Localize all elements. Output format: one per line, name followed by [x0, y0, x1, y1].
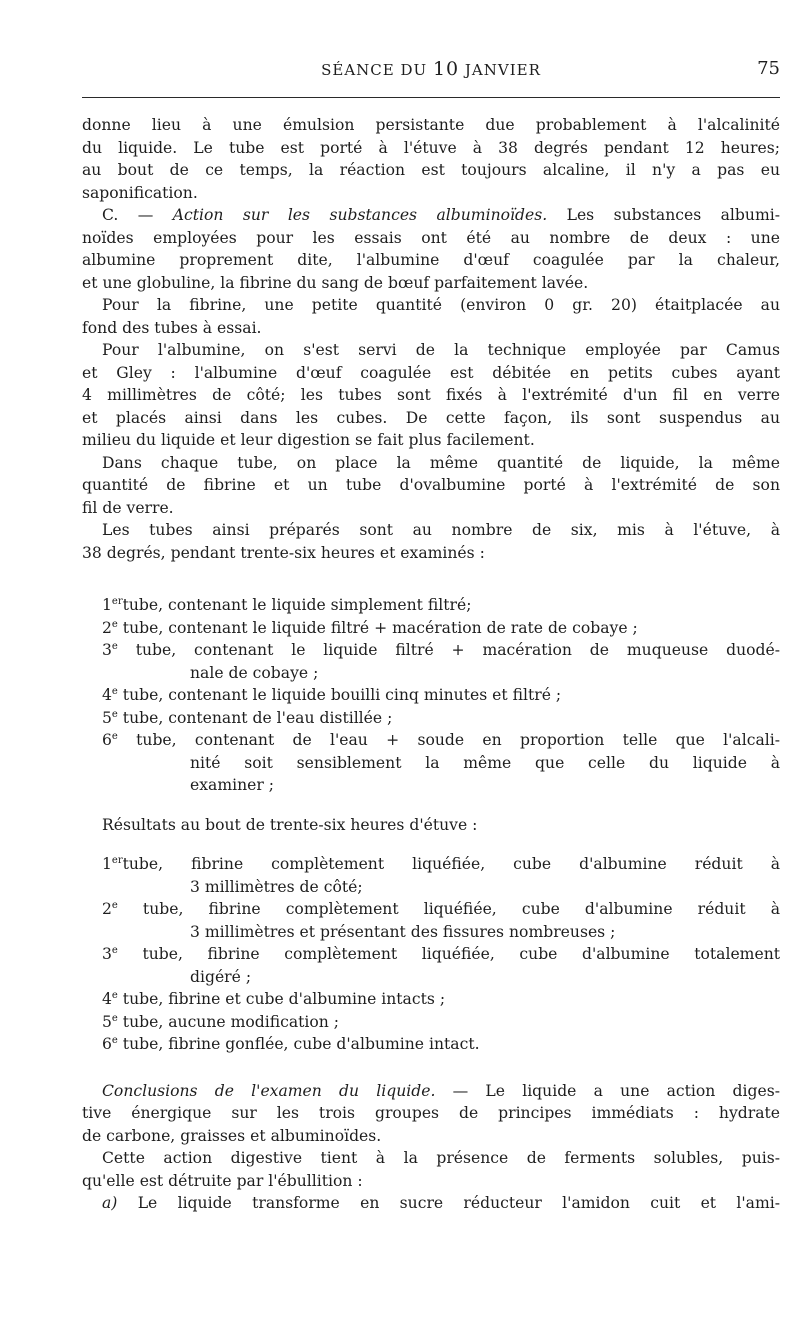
list-item: 5e tube, contenant de l'eau distillée ; [102, 708, 393, 727]
body-text [82, 114, 780, 1215]
text-line: Dans chaque tube, on place la même quantité de liquide, la même [102, 453, 780, 472]
text-line: a) Le liquide transforme en sucre réducteur l'amidon cuit et l'ami- [102, 1194, 780, 1212]
text-line: tive énergique sur les trois groupes de principes immédiats : hydrate [82, 1104, 780, 1122]
text-line: et une globuline, la fibrine du sang de bœuf parfaitement lavée. [82, 273, 589, 292]
text-line: 4 millimètres de côté; les tubes sont fixés à l'extrémité d'un fil en verre [82, 386, 780, 404]
list-item: 4e tube, fibrine et cube d'albumine intacts ; [102, 990, 446, 1008]
results-heading: Résultats au bout de trente-six heures d'étuve : [102, 815, 478, 834]
text-line: Pour l'albumine, on s'est servi de la technique employée par Camus [102, 341, 780, 359]
spacer [82, 1056, 780, 1080]
list-item: 6e tube, fibrine gonflée, cube d'albumine intact. [102, 1035, 480, 1053]
text-line: fond des tubes à essai. [82, 318, 262, 337]
header-rule [82, 97, 780, 98]
spacer [82, 797, 780, 814]
list-item-continuation: nale de cobaye ; [190, 663, 319, 682]
text-line: 38 degrés, pendant trente-six heures et examinés : [82, 543, 485, 562]
paragraph-ferments [82, 1147, 780, 1192]
list-item: 2e tube, fibrine complètement liquéfiée, cube d'albumine réduit à [102, 900, 780, 918]
text-line: et placés ainsi dans les cubes. De cette façon, ils sont suspendus au [82, 408, 780, 427]
list-item: 2e tube, contenant le liquide filtré + macération de rate de cobaye ; [102, 618, 638, 637]
running-header [82, 58, 780, 84]
list-item-continuation: nité soit sensiblement la même que celle du liquide à [190, 753, 780, 772]
text-line: du liquide. Le tube est porté à l'étuve à 38 degrés pendant 12 heures; [82, 138, 780, 157]
text-line: Les tubes ainsi préparés sont au nombre de six, mis à l'étuve, à [102, 521, 780, 539]
list-item-continuation: digéré ; [190, 967, 252, 986]
text-line: au bout de ce temps, la réaction est toujours alcaline, il n'y a pas eu [82, 161, 780, 179]
list-item: 5e tube, aucune modification ; [102, 1012, 340, 1031]
running-title: SÉANCE DU 10 JANVIER [321, 58, 541, 80]
spacer [82, 836, 780, 853]
text-line: noïdes employées pour les essais ont été au nombre de deux : une [82, 228, 780, 247]
paragraph-tubes-prepares [82, 519, 780, 564]
text-line: quantité de fibrine et un tube d'ovalbumine porté à l'extrémité de son [82, 476, 780, 494]
section-heading: Action sur les substances albuminoïdes. [172, 206, 548, 224]
list-item: 4e tube, contenant le liquide bouilli cinq minutes et filtré ; [102, 686, 562, 704]
paragraph-emulsion [82, 114, 780, 204]
list-item-continuation: examiner ; [190, 776, 275, 794]
text-line: et Gley : l'albumine d'œuf coagulée est débitée en petits cubes ayant [82, 363, 780, 382]
text-line: Conclusions de l'examen du liquide. — Le liquide a une action diges- [102, 1081, 780, 1100]
paragraph-fibrine [82, 294, 780, 339]
text-line: Cette action digestive tient à la présence de ferments solubles, puis- [102, 1149, 780, 1167]
paragraph-conclusions [82, 1080, 780, 1148]
list-item: 3e tube, contenant le liquide filtré + macération de muqueuse duodé- [102, 641, 780, 659]
tube-list [82, 594, 780, 797]
text-line: fil de verre. [82, 498, 174, 517]
list-item: 3e tube, fibrine complètement liquéfiée, cube d'albumine totalement [102, 945, 780, 963]
list-item: 1ertube, fibrine complètement liquéfiée, cube d'albumine réduit à [102, 855, 780, 873]
list-item: 1ertube, contenant le liquide simplement filtré; [102, 596, 472, 614]
text-line: qu'elle est détruite par l'ébullition : [82, 1171, 363, 1190]
text-line: albumine proprement dite, l'albumine d'œuf coagulée par la chaleur, [82, 251, 780, 269]
text-line: C. — Action sur les substances albuminoïdes. Les substances albumi- [102, 206, 780, 224]
paragraph-chaque-tube [82, 452, 780, 520]
spacer [82, 564, 780, 594]
page-number: 75 [757, 58, 780, 79]
paragraph-amidon [82, 1192, 780, 1215]
text-line: de carbone, graisses et albuminoïdes. [82, 1126, 382, 1145]
results-list [82, 853, 780, 1056]
list-item-continuation: 3 millimètres et présentant des fissures nombreuses ; [190, 922, 616, 941]
item-label: a) [102, 1194, 118, 1212]
text-line: Pour la fibrine, une petite quantité (environ 0 gr. 20) étaitplacée au [102, 296, 780, 314]
text-line: saponification. [82, 183, 198, 202]
text-line: milieu du liquide et leur digestion se fait plus facilement. [82, 431, 535, 449]
paragraph-albumine [82, 339, 780, 452]
list-item-continuation: 3 millimètres de côté; [190, 877, 363, 896]
list-item: 6e tube, contenant de l'eau + soude en proportion telle que l'alcali- [102, 731, 780, 749]
conclusions-heading: Conclusions de l'examen du liquide. [102, 1081, 436, 1100]
paragraph-albuminoids [82, 204, 780, 294]
text-line: donne lieu à une émulsion persistante due probablement à l'alcalinité [82, 116, 780, 134]
